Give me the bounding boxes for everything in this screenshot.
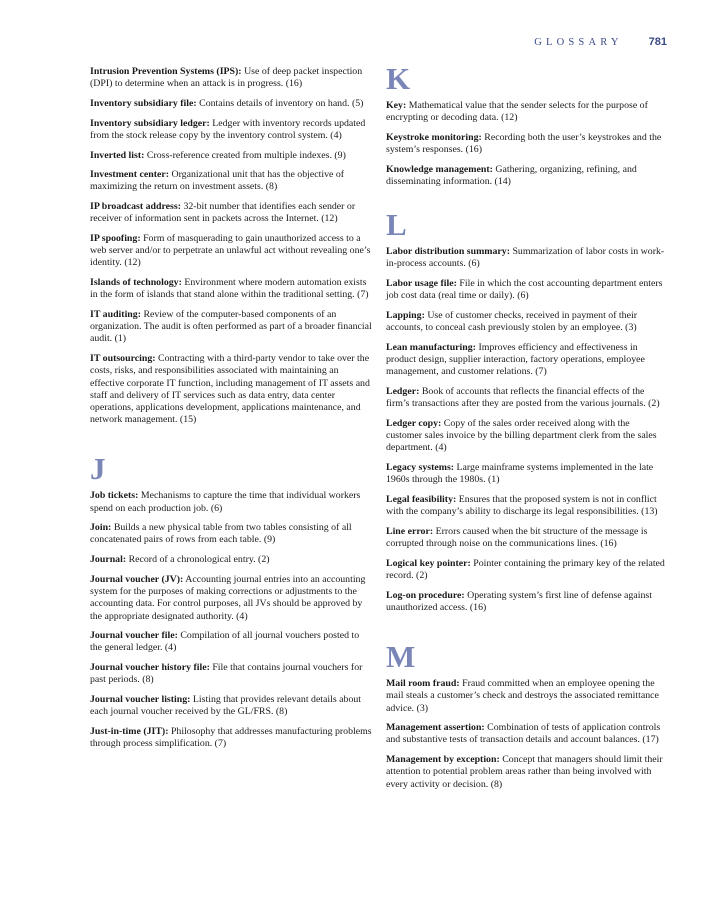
glossary-term: Journal voucher (JV): [90,573,184,585]
glossary-definition: Contracting with a third-party vendor to take over the costs, risks, and responsibilities associated with maintaining an effective corporate IT function, including management of IT assets and staff and delivery of IT services such as data entry, data center operations, applications development, applications maintenance, and network management. (15) [90,353,370,426]
glossary-term: Inventory subsidiary ledger: [90,117,210,129]
glossary-definition: Concept that managers should limit their attention to potential problem areas rather than being involved with every activity or decision. (8) [386,754,663,790]
glossary-definition: File in which the cost accounting department enters job cost data (real time or daily). (6) [386,278,663,302]
glossary-definition: Use of customer checks, received in payment of their accounts, to conceal cash previously stolen by an employee. (3) [386,310,637,334]
glossary-term: IP spoofing: [90,233,141,245]
glossary-entry [386,164,668,188]
glossary-entry [90,150,372,162]
glossary-entry [90,309,372,346]
letter-heading-j: J [90,451,106,487]
glossary-definition: Operating system’s first line of defense against unauthorized access. (16) [386,589,652,613]
glossary-definition: Combination of tests of application controls and substantive tests of transaction details and account balances. (17) [386,722,661,746]
letter-heading-m: M [386,639,416,675]
glossary-definition: File that contains journal vouchers for past periods. (8) [90,662,363,686]
glossary-entry [386,590,668,614]
glossary-entry [90,522,372,546]
glossary-entry [386,722,668,746]
glossary-definition: Use of deep packet inspection (DPI) to determine when an attack is in progress. (16) [90,66,363,90]
glossary-term: Labor usage file: [386,278,457,290]
glossary-list-l [386,246,668,614]
glossary-entry [90,630,372,654]
glossary-term: Log-on procedure: [386,589,465,601]
glossary-term: Knowledge management: [386,163,493,175]
glossary-definition: Improves efficiency and effectiveness in product design, supplier interaction, factory operations, employee management, and customer relations. (7) [386,341,645,378]
glossary-term: Lean manufacturing: [386,341,476,353]
glossary-entry [386,100,668,124]
glossary-entry [386,342,668,379]
glossary-entry [386,462,668,486]
glossary-definition: 32-bit number that identifies each sender or receiver of information sent in packets across the Internet. (12) [90,201,356,225]
glossary-entry [386,678,668,715]
glossary-entry [90,353,372,426]
glossary-term: Inventory subsidiary file: [90,97,197,109]
glossary-entry [90,118,372,142]
glossary-definition: Record of a chronological entry. (2) [128,554,270,566]
glossary-entry [386,386,668,410]
glossary-term: Ledger copy: [386,417,442,429]
letter-heading-l: L [386,207,407,243]
glossary-entry [386,418,668,455]
glossary-term: Journal voucher history file: [90,662,210,674]
glossary-list-k [386,100,668,188]
glossary-definition: Compilation of all journal vouchers posted to the general ledger. (4) [90,630,360,654]
glossary-term: Journal voucher file: [90,630,178,642]
glossary-definition: Errors caused when the bit structure of the message is corrupted through noise on the communications lines. (16) [386,525,648,550]
glossary-term: Intrusion Prevention Systems (IPS): [90,66,242,77]
glossary-entry [90,66,372,90]
glossary-term: Legal feasibility: [386,493,457,505]
glossary-definition: Pointer containing the primary key of the related record. (2) [386,557,665,581]
glossary-entry [90,662,372,686]
glossary-entry [386,132,668,156]
glossary-term: Line error: [386,525,434,537]
glossary-entry [386,278,668,302]
glossary-entry [90,169,372,193]
glossary-term: Legacy systems: [386,462,455,474]
glossary-definition: Book of accounts that reflects the financial effects of the firm’s transactions after they are posted from the various journals. (2) [386,386,660,410]
glossary-term: IT auditing: [90,309,141,321]
glossary-entry [90,98,372,110]
glossary-entry [90,694,372,718]
running-header [534,36,667,48]
section-title: GLOSSARY [534,37,623,48]
page-number: 781 [648,36,667,48]
glossary-entry [90,726,372,750]
glossary-entry [90,490,372,514]
glossary-definition: Recording both the user’s keystrokes and the system’s responses. (16) [386,131,662,156]
glossary-definition: Philosophy that addresses manufacturing problems through process simplification. (7) [90,725,372,750]
glossary-entry [90,554,372,566]
glossary-entry [386,310,668,334]
glossary-term: Lapping: [386,310,425,322]
glossary-definition: Accounting journal entries into an accounting system for the purposes of making corrections or adjustments to the accounting data. For control purposes, all JVs should be approved by the appropriate designated authority. (4) [90,573,366,622]
glossary-list-m [386,678,668,791]
glossary-definition: Ledger with inventory records updated from the stock release copy by the inventory control system. (4) [90,117,366,141]
glossary-term: Management assertion: [386,722,485,734]
glossary-term: Investment center: [90,169,169,181]
glossary-entry [90,574,372,623]
glossary-entry [90,277,372,301]
glossary-term: Just-in-time (JIT): [90,725,169,737]
glossary-term: Management by exception: [386,754,500,766]
glossary-definition: Fraud committed when an employee opening the mail steals a customer’s check and destroys the associated remittance advice. (3) [386,678,659,714]
glossary-entry [90,233,372,270]
glossary-entry [386,494,668,518]
glossary-definition: Builds a new physical table from two tables consisting of all concatenated pairs of rows from each table. (9) [90,522,352,546]
glossary-term: Labor distribution summary: [386,246,510,258]
glossary-term: Ledger: [386,386,420,398]
glossary-definition: Summarization of labor costs in work-in-process accounts. (6) [386,246,665,270]
glossary-term: Islands of technology: [90,277,182,289]
glossary-definition: Copy of the sales order received along with the customer sales invoice by the billing department clerk from the sales department. (4) [386,417,657,454]
glossary-definition: Form of masquerading to gain unauthorized access to a web server and/or to perpetrate an unlawful act without revealing one’s identity. (12) [90,233,371,269]
glossary-term: IP broadcast address: [90,201,181,213]
glossary-definition: Gathering, organizing, refining, and disseminating information. (14) [386,163,637,188]
glossary-definition: Mechanisms to capture the time that individual workers spend on each production job. (6) [90,490,361,514]
glossary-entry [386,558,668,582]
glossary-definition: Organizational unit that has the objective of maximizing the return on investment assets. (8) [90,169,345,193]
glossary-term: Journal voucher listing: [90,694,191,706]
glossary-entry [90,201,372,225]
letter-heading-k: K [386,61,411,96]
glossary-term: Logical key pointer: [386,557,471,569]
glossary-term: Key: [386,100,407,111]
glossary-term: IT outsourcing: [90,353,156,365]
glossary-term: Mail room fraud: [386,678,460,690]
glossary-entry [386,754,668,791]
glossary-term: Inverted list: [90,149,145,161]
glossary-list-i [90,66,372,426]
glossary-term: Journal: [90,554,127,566]
glossary-definition: Review of the computer-based components of an organization. The audit is often performed as part of a broader financial audit. (1) [90,309,372,345]
right-column [386,62,668,798]
glossary-definition: Mathematical value that the sender selects for the purpose of encrypting or decoding data. (12) [386,100,648,124]
glossary-definition: Listing that provides relevant details about each journal voucher received by the GL/FRS. (8) [90,694,362,718]
left-column [90,66,372,758]
glossary-term: Join: [90,522,112,534]
glossary-definition: Contains details of inventory on hand. (5) [199,97,364,109]
glossary-definition: Cross-reference created from multiple indexes. (9) [146,149,346,161]
glossary-term: Job tickets: [90,490,139,502]
glossary-definition: Environment where modern automation exists in the form of islands that stand alone within the traditional setting. (7) [90,277,369,301]
glossary-definition: Ensures that the proposed system is not in conflict with the company’s ability to discharge its legal responsibilities. (13) [386,493,658,518]
glossary-entry [386,526,668,550]
glossary-entry [386,246,668,270]
glossary-term: Keystroke monitoring: [386,131,482,143]
glossary-list-j [90,490,372,750]
glossary-definition: Large mainframe systems implemented in the late 1960s through the 1980s. (1) [386,462,654,486]
